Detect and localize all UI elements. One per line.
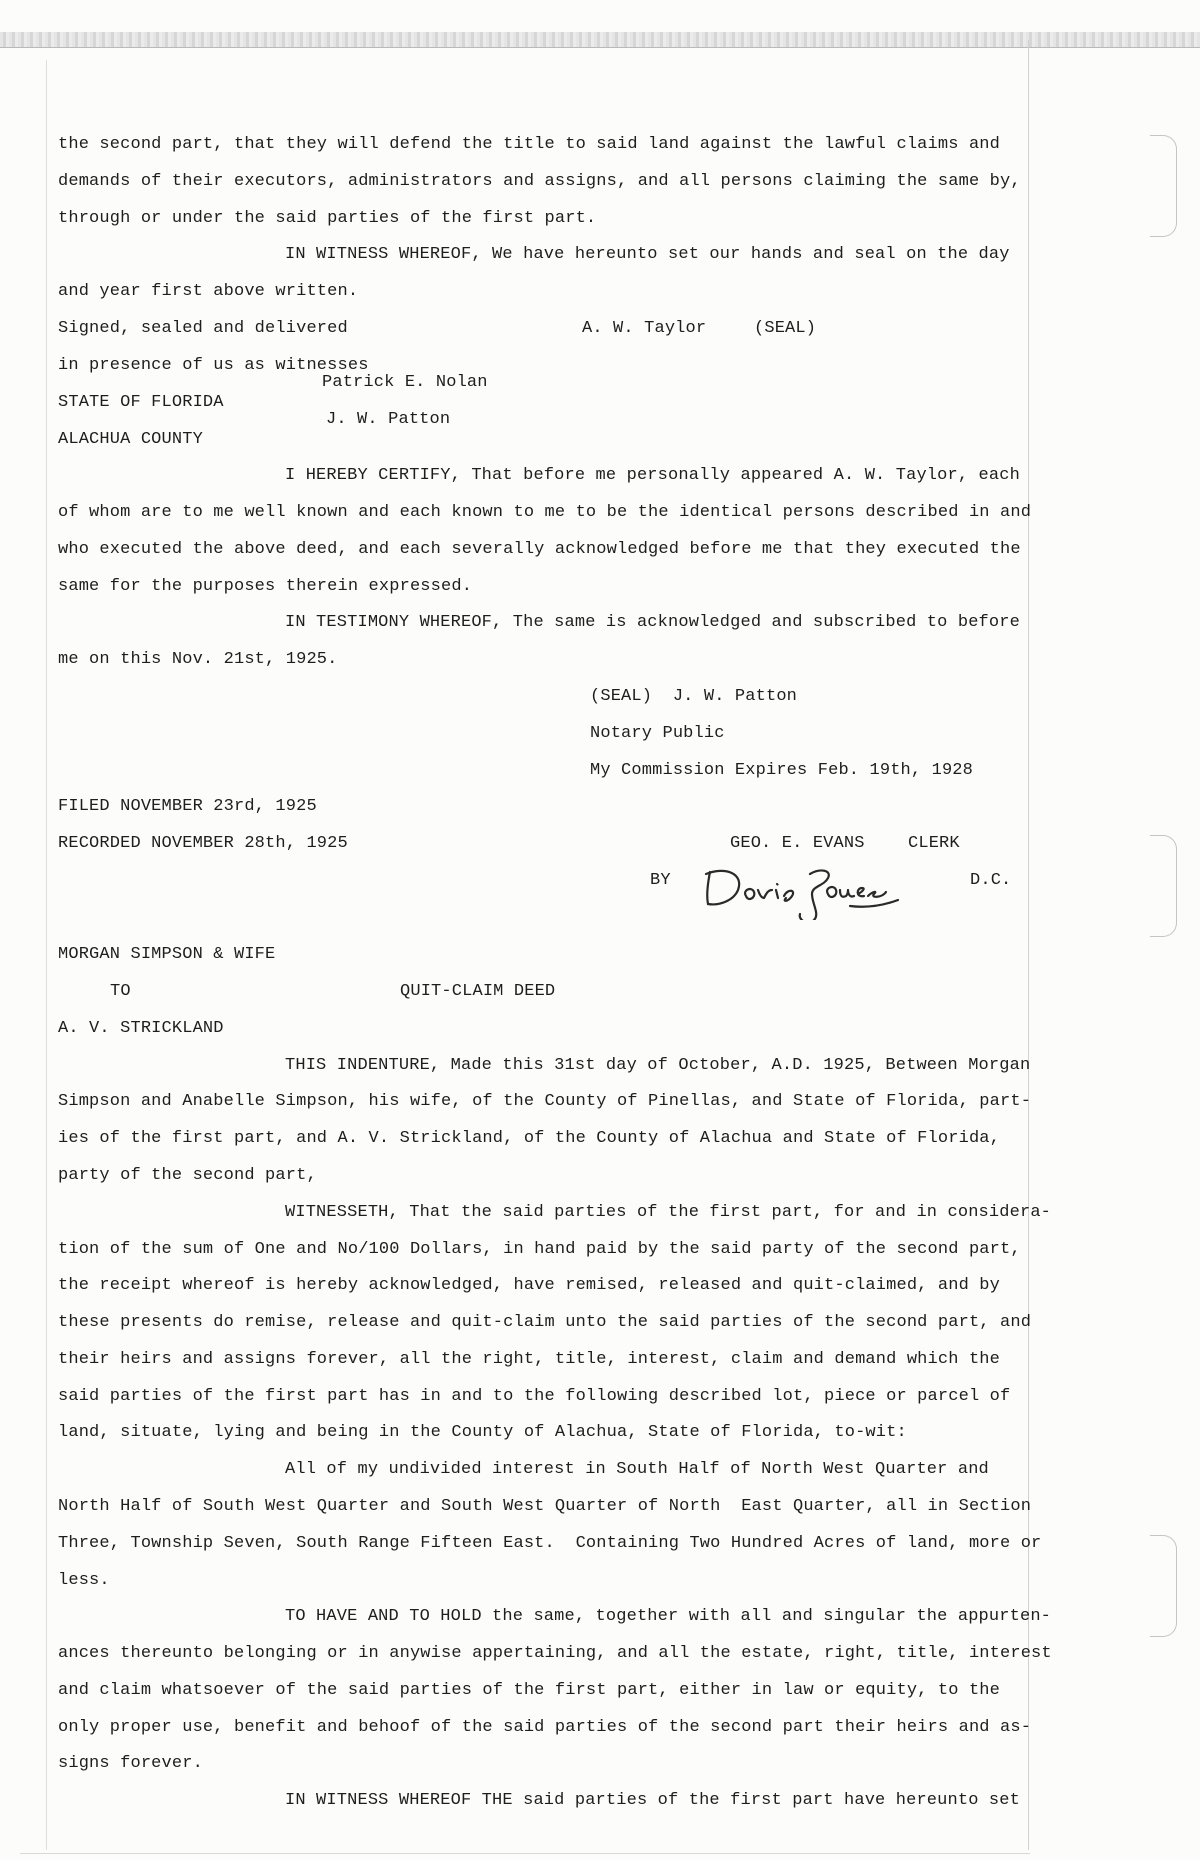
text-line: who executed the above deed, and each severally acknowledged before me that they executed the: [58, 540, 1021, 559]
witness-name: J. W. Patton: [326, 410, 451, 429]
text-line: North Half of South West Quarter and South West Quarter of North East Quarter, all in Section: [58, 1497, 1032, 1516]
text-line: less.: [58, 1571, 110, 1590]
right-margin-line: [1028, 40, 1029, 1850]
text-line: and claim whatsoever of the said parties of the first part, either in law or equity, to the: [58, 1681, 1001, 1700]
text-line: their heirs and assigns forever, all the right, title, interest, claim and demand which the: [58, 1350, 1001, 1369]
text-line: Simpson and Anabelle Simpson, his wife, of the County of Pinellas, and State of Florida, part-: [58, 1092, 1032, 1111]
state-label: STATE OF FLORIDA: [58, 393, 224, 412]
text-line: ances thereunto belonging or in anywise appertaining, and all the estate, right, title, interest: [58, 1644, 1052, 1663]
deed-type-title: QUIT-CLAIM DEED: [400, 982, 556, 1001]
text-line: IN TESTIMONY WHEREOF, The same is acknowledged and subscribed to before: [285, 613, 1020, 632]
text-line: I HEREBY CERTIFY, That before me personally appeared A. W. Taylor, each: [285, 466, 1020, 485]
witness-name: Patrick E. Nolan: [322, 373, 488, 392]
deputy-clerk-signature: [700, 860, 910, 920]
bottom-rule: [20, 1853, 1030, 1854]
text-line: WITNESSETH, That the said parties of the first part, for and in considera-: [285, 1203, 1052, 1222]
text-line: party of the second part,: [58, 1166, 317, 1185]
text-line: same for the purposes therein expressed.: [58, 577, 473, 596]
clerk-title: CLERK: [908, 834, 960, 853]
text-line: tion of the sum of One and No/100 Dollars, in hand paid by the said party of the second part,: [58, 1240, 1021, 1259]
text-line: only proper use, benefit and behoof of the said parties of the second part their heirs and as-: [58, 1718, 1032, 1737]
text-line: through or under the said parties of the first part.: [58, 209, 597, 228]
grantor-signature-name: A. W. Taylor: [582, 319, 707, 338]
commission-expiry: My Commission Expires Feb. 19th, 1928: [590, 761, 974, 780]
by-label: BY: [650, 871, 671, 890]
text-line: THIS INDENTURE, Made this 31st day of October, A.D. 1925, Between Morgan: [285, 1056, 1031, 1075]
notary-signature-line: (SEAL) J. W. Patton: [590, 687, 798, 706]
text-line: TO HAVE AND TO HOLD the same, together with all and singular the appurten-: [285, 1607, 1052, 1626]
text-line: me on this Nov. 21st, 1925.: [58, 650, 338, 669]
text-line: said parties of the first part has in and to the following described lot, piece or parcel of: [58, 1387, 1011, 1406]
text-line: IN WITNESS WHEREOF THE said parties of the first part have hereunto set: [285, 1791, 1020, 1810]
to-label: TO: [110, 982, 131, 1001]
text-line: and year first above written.: [58, 282, 359, 301]
grantee-heading: A. V. STRICKLAND: [58, 1019, 224, 1038]
text-line: of whom are to me well known and each known to me to be the identical persons described in and: [58, 503, 1032, 522]
text-line: the receipt whereof is hereby acknowledged, have remised, released and quit-claimed, and by: [58, 1276, 1001, 1295]
recorded-date: RECORDED NOVEMBER 28th, 1925: [58, 834, 348, 853]
filed-date: FILED NOVEMBER 23rd, 1925: [58, 797, 317, 816]
top-rule: [0, 47, 1200, 48]
text-line: All of my undivided interest in South Half of North West Quarter and: [285, 1460, 989, 1479]
text-line: Three, Township Seven, South Range Fifteen East. Containing Two Hundred Acres of land, more or: [58, 1534, 1042, 1553]
text-line: land, situate, lying and being in the County of Alachua, State of Florida, to-wit:: [58, 1423, 907, 1442]
notary-title: Notary Public: [590, 724, 725, 743]
text-line: these presents do remise, release and quit-claim unto the said parties of the second part, and: [58, 1313, 1032, 1332]
left-margin-line: [46, 60, 47, 1850]
text-line: signs forever.: [58, 1754, 203, 1773]
text-line: ies of the first part, and A. V. Strickland, of the County of Alachua and State of Florida,: [58, 1129, 1001, 1148]
binder-hole: [1150, 1535, 1177, 1637]
text-line: IN WITNESS WHEREOF, We have hereunto set our hands and seal on the day: [285, 245, 1010, 264]
binder-hole: [1150, 135, 1177, 237]
witnesses-label: in presence of us as witnesses: [58, 356, 369, 375]
signed-sealed-label: Signed, sealed and delivered: [58, 319, 348, 338]
top-perforation: [0, 32, 1200, 48]
binder-hole: [1150, 835, 1177, 937]
county-label: ALACHUA COUNTY: [58, 430, 203, 449]
clerk-name: GEO. E. EVANS: [730, 834, 865, 853]
grantor-heading: MORGAN SIMPSON & WIFE: [58, 945, 276, 964]
deputy-clerk-label: D.C.: [970, 871, 1012, 890]
text-line: the second part, that they will defend the title to said land against the lawful claims and: [58, 135, 1001, 154]
seal-mark: (SEAL): [754, 319, 817, 338]
text-line: demands of their executors, administrators and assigns, and all persons claiming the same by,: [58, 172, 1021, 191]
